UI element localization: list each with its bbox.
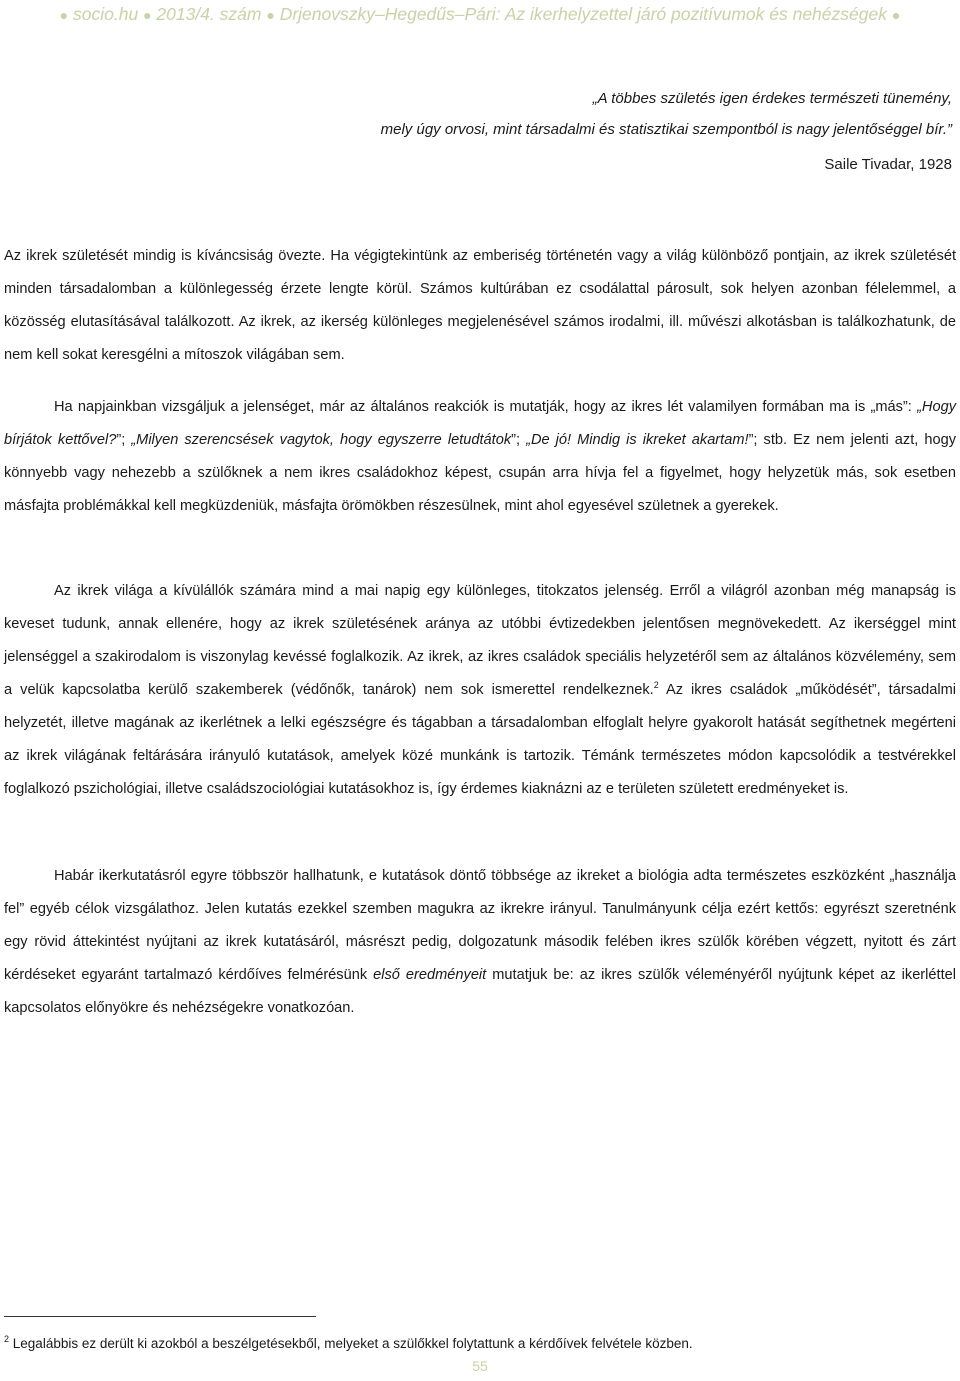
paragraph-1-text: Az ikrek születését mindig is kíváncsiság övezte. Ha végigtekintünk az emberiség történetén vagy a világ különböző pontjain, az ikrek születését minden társadalomban a különlegesség érzete lengte körül. Számos kultúrában ez csodálattal párosult, sok helyen azonban félelemmel, a közösség elutasításával találkozott. Az ikrek, az ikerség különleges megjelenésével számos irodalmi, ill. művészi alkotásban is találkozhatunk, de nem kell sokat keresgélni a mítoszok világában sem. [4,248,956,363]
page-number: 55 [472,1358,488,1374]
bullet-icon: ● [59,7,69,23]
footnote-ref[interactable]: 2 [653,680,659,690]
header-issue: 2013/4. szám [156,4,262,24]
paragraph-4-text-a: Habár ikerkutatásról egyre többször hallhatunk, e kutatások döntő többsége az ikreket a biológia adta természetes eszközként „használja fel” egyéb célok vizsgálathoz. Jelen kutatás ezekkel szemben magukra az ikrekre irányul. Tanulmányunk célja ezért kettős: egyrészt szeretnénk egy rövid áttekintést nyújtani az ikrek kutatásáról, másrészt pedig, dolgozatunk második felében ikres szülők körében végzett, nyitott és zárt kérdéseket egyaránt tartalmazó kérdőíves felmérésünk [4,868,956,983]
epigraph-line-1: „A többes születés igen érdekes természeti tünemény, [592,90,952,107]
epigraph-author: Saile Tivadar, 1928 [824,156,952,173]
bullet-icon: ● [891,7,901,23]
footnote-number: 2 [4,1334,10,1344]
running-header [0,4,960,25]
quote-2: „Milyen szerencsések vagytok, hogy egyszerre letudtátok [131,432,512,448]
paragraph-3-text-b: Az ikres családok „működését”, társadalmi helyzetét, illetve magának az ikerlétnek a lelki egészségre és tágabban a társadalomban elfoglalt helyre gyakorolt hatását segíthetnek megérteni az ikrek világának feltárására irányuló kutatások, amelyek közé munkánk is tartozik. Témánk természetes módon kapcsolódik a testvérekkel foglalkozó pszichológiai, illetve családszociológiai kutatásokhoz is, így érdemes kiaknázni az e területen született eredményeket is. [4,682,957,797]
paragraph-2-text-b: ”; stb. Ez nem jelenti azt, hogy könnyebb vagy nehezebb a szülőknek a nem ikres családokhoz képest, csupán arra hívja fel a figyelmet, hogy helyzetük más, sok esetben másfajta problémákkal kell megküzdeniük, másfajta örömökben részesülnek, mint ahol egyesével születnek a gyerekek. [4,432,956,514]
paragraph-4 [4,860,956,1025]
paragraph-1 [4,240,956,372]
footnote [4,1335,693,1353]
paragraph-3-text-a: Az ikrek világa a kívülállók számára mind a mai napig egy különleges, titokzatos jelenség. Erről a világról azonban még manapság is keveset tudunk, annak ellenére, hogy az ikrek születésének aránya az utóbbi évtizedekben jelentősen megnövekedett. Az ikerséggel mint jelenséggel a szakirodalom is viszonylag kevéssé foglalkozik. Az ikrek, az ikres családok speciális helyzetéről sem az általános közvélemény, sem a velük kapcsolatba kerülő szakemberek (védőnők, tanárok) nem sok ismerettel rendelkeznek. [4,583,956,698]
bullet-icon: ● [266,7,275,23]
header-site: socio.hu [73,4,139,24]
epigraph-line-2: mely úgy orvosi, mint társadalmi és statisztikai szempontból is nagy jelentőséggel bír.” [380,121,952,138]
quote-1: „Hogy bírjátok kettővel? [4,399,956,448]
emphasis: első eredményeit [373,967,487,983]
footnote-divider [4,1316,316,1317]
separator: ”; [511,432,527,448]
header-article: Drjenovszky–Hegedűs–Pári: Az ikerhelyzettel járó pozitívumok és nehézségek [279,4,887,24]
paragraph-2 [4,391,956,523]
separator: ”; [116,432,132,448]
bullet-icon: ● [143,7,152,23]
paragraph-3 [4,575,956,806]
paragraph-4-text-b: mutatjuk be: az ikres szülők véleményéről nyújtunk képet az ikerléttel kapcsolatos előnyökre és nehézségekre vonatkozóan. [4,967,956,1016]
footnote-text: Legalábbis ez derült ki azokból a beszélgetésekből, melyeket a szülőkkel folytattunk a kérdőívek felvétele közben. [12,1336,693,1351]
quote-3: „De jó! Mindig is ikreket akartam! [526,432,749,448]
paragraph-2-text-a: Ha napjainkban vizsgáljuk a jelenséget, már az általános reakciók is mutatják, hogy az ikres lét valamilyen formában ma is „más”: [54,399,918,415]
